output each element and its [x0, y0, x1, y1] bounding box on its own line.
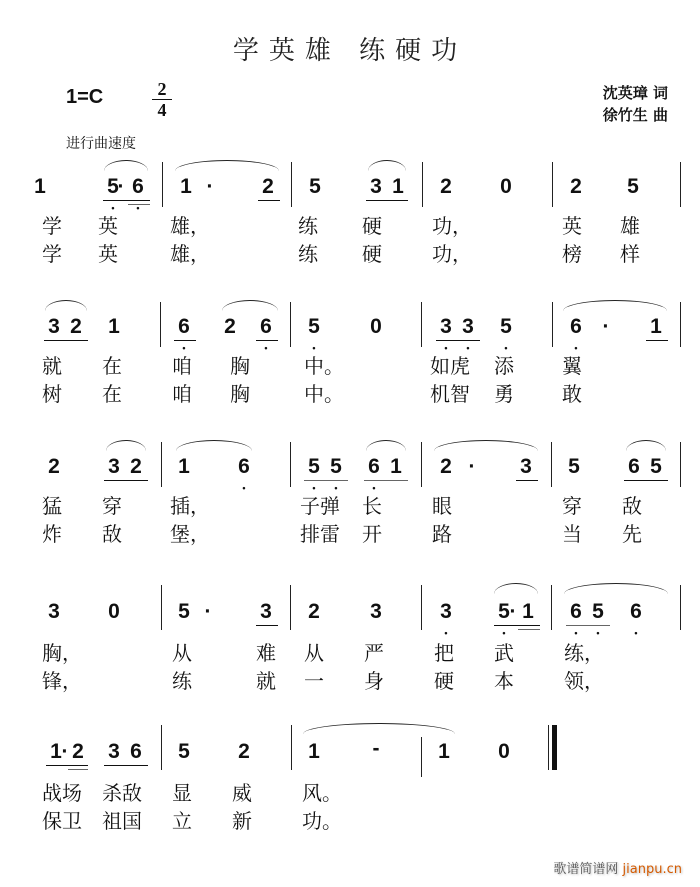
lyric: 英 [98, 242, 118, 266]
note: 6 • [626, 600, 646, 624]
key-signature: 1=C [66, 86, 104, 108]
slur [626, 440, 666, 451]
underline [44, 340, 88, 341]
lyric: 练 [298, 242, 318, 266]
lyric: 英 [98, 214, 118, 238]
song-title: 学英雄 练硬功 [232, 36, 468, 66]
underline [436, 340, 480, 341]
bar-line [680, 585, 681, 630]
note: 2 [440, 175, 452, 198]
note: 5 [178, 740, 190, 763]
note: 3 • [436, 600, 456, 624]
lyric: 当 [562, 522, 582, 546]
slur [176, 440, 252, 451]
slur [222, 300, 278, 311]
lyric: 胸， [42, 641, 82, 665]
lyric: 胸 [230, 354, 250, 378]
bar-line [421, 442, 422, 487]
lyric: 敌 [622, 494, 642, 518]
lyric: 雄， [170, 242, 210, 266]
note: 5 • [496, 315, 516, 339]
note: 5 [568, 455, 580, 478]
lyric: 插， [170, 494, 210, 518]
underline [128, 204, 150, 205]
note: 6 • [364, 455, 384, 479]
tie [175, 160, 279, 171]
note: 3 [108, 740, 120, 763]
lyric: 中。 [304, 382, 344, 406]
lyric: 榜 [562, 242, 582, 266]
lyric: 眼 [432, 494, 452, 518]
note: 6 • [174, 315, 194, 339]
lyric: 雄， [170, 214, 210, 238]
lyric: 排雷 [300, 522, 340, 546]
lyric: 胸 [230, 382, 250, 406]
note: 3 [520, 455, 532, 478]
note: 2 [262, 175, 274, 198]
lyric: 严 [364, 641, 384, 665]
score-row-3 [0, 430, 700, 570]
lyric: 风。 [302, 781, 342, 805]
note: 3 [48, 315, 60, 338]
underline [174, 340, 196, 341]
note: 1 [438, 740, 450, 763]
lyric: 就 [256, 669, 276, 693]
lyric: 练， [564, 641, 604, 665]
lyric: 中。 [304, 354, 344, 378]
lyric: 领， [564, 669, 604, 693]
underline [624, 480, 668, 481]
note: 3 [48, 600, 60, 623]
lyric: 先 [622, 522, 642, 546]
note: 1 [390, 455, 402, 478]
note: 3 • [436, 315, 456, 339]
lyric: 身 [364, 669, 384, 693]
lyric: 长 [362, 494, 382, 518]
slur [45, 300, 87, 311]
note-dot: · [509, 600, 517, 623]
bar-line [421, 737, 422, 777]
tempo-marking: 进行曲速度 [66, 136, 136, 152]
underline [258, 200, 280, 201]
note: 2 [238, 740, 250, 763]
lyric: 在 [102, 354, 122, 378]
note: 1 [650, 315, 662, 338]
note: 5 • [103, 175, 123, 199]
bar-line [290, 442, 291, 487]
note: 5 • [304, 455, 324, 479]
lyric: 本 [494, 669, 514, 693]
note: 3 [260, 600, 272, 623]
slur [368, 160, 406, 171]
note: 6 • [566, 315, 586, 339]
lyric: 保卫 [42, 809, 82, 833]
lyric: 练 [172, 669, 192, 693]
underline [364, 480, 408, 481]
bar-line [551, 442, 552, 487]
lyric: 功。 [302, 809, 342, 833]
lyric: 硬 [362, 214, 382, 238]
tie [303, 723, 455, 734]
lyric: 添 [494, 354, 514, 378]
lyric: 把 [434, 641, 454, 665]
lyric: 树 [42, 382, 62, 406]
bar-line [162, 162, 163, 207]
lyric: 敌 [102, 522, 122, 546]
lyric: 如虎 [430, 354, 470, 378]
lyric: 子弹 [300, 494, 340, 518]
composer: 徐竹生 曲 [602, 106, 668, 124]
note-dot: · [61, 740, 69, 763]
note: 1 [34, 175, 46, 198]
lyric: 杀敌 [102, 781, 142, 805]
underline [256, 625, 278, 626]
lyric: 咱 [172, 354, 192, 378]
note-dot: · [468, 455, 476, 478]
score-row-5 [0, 715, 700, 855]
lyric: 硬 [362, 242, 382, 266]
note: 2 [570, 175, 582, 198]
underline [494, 625, 540, 626]
bar-line [551, 585, 552, 630]
note: 2 [440, 455, 452, 478]
note: 2 [48, 455, 60, 478]
lyric: 战场 [42, 781, 82, 805]
tie [434, 440, 538, 451]
slur [366, 440, 406, 451]
note: 1 [522, 600, 534, 623]
lyric: 立 [172, 809, 192, 833]
note-dot: · [206, 175, 214, 198]
note: 5 [309, 175, 321, 198]
lyric: 从 [172, 641, 192, 665]
time-numerator: 2 [157, 79, 167, 99]
note: 6 • [234, 455, 254, 479]
note-dot: · [204, 600, 212, 623]
underline [104, 765, 148, 766]
credits [603, 82, 668, 126]
lyricist: 沈英璋 词 [602, 84, 668, 102]
underline [46, 765, 88, 766]
lyric: 翼 [562, 354, 582, 378]
note: 2 [224, 315, 236, 338]
bar-line [421, 585, 422, 630]
note: 6 [130, 740, 142, 763]
lyric: 新 [232, 809, 252, 833]
lyric: 英 [562, 214, 582, 238]
lyric: 学 [42, 242, 62, 266]
score-row-1 [0, 150, 700, 290]
slur [106, 440, 146, 451]
lyric: 在 [102, 382, 122, 406]
lyric: 穿 [562, 494, 582, 518]
bar-line [291, 725, 292, 770]
note: 2 [130, 455, 142, 478]
note-dash: - [372, 737, 380, 760]
underline [68, 769, 88, 770]
lyric: 从 [304, 641, 324, 665]
note: 2 [308, 600, 320, 623]
note: 3 [370, 175, 382, 198]
lyric: 练 [298, 214, 318, 238]
bar-line [291, 162, 292, 207]
lyric: 显 [172, 781, 192, 805]
note: 6 • [566, 600, 586, 624]
lyric: 难 [256, 641, 276, 665]
lyric: 功， [432, 214, 472, 238]
note: 6 • [256, 315, 276, 339]
underline [256, 340, 278, 341]
watermark [553, 858, 682, 877]
note: 3 [108, 455, 120, 478]
lyric: 猛 [42, 494, 62, 518]
note: 5 [178, 600, 190, 623]
note: 2 [72, 740, 84, 763]
lyric: 开 [362, 522, 382, 546]
lyric: 勇 [494, 382, 514, 406]
bar-line [421, 302, 422, 347]
underline [566, 625, 610, 626]
bar-line [161, 585, 162, 630]
lyric: 穿 [102, 494, 122, 518]
note: 3 • [458, 315, 478, 339]
watermark-site: jianpu.cn [622, 862, 682, 877]
lyric: 堡， [170, 522, 210, 546]
slur [494, 583, 538, 594]
note: 5 [650, 455, 662, 478]
note: 1 [308, 740, 320, 763]
note: 6 • [128, 175, 148, 199]
lyric: 祖国 [102, 809, 142, 833]
time-signature [152, 80, 172, 119]
bar-line [290, 302, 291, 347]
underline [366, 200, 408, 201]
note-dot: · [602, 315, 610, 338]
note: 1 [178, 455, 190, 478]
underline [304, 480, 348, 481]
lyric: 机智 [430, 382, 470, 406]
note: 5 • [304, 315, 324, 339]
bar-line [422, 162, 423, 207]
note: 0 [370, 315, 382, 338]
slur [104, 160, 148, 171]
lyric: 咱 [172, 382, 192, 406]
note-dot: · [117, 175, 125, 198]
note: 3 [370, 600, 382, 623]
lyric: 雄 [620, 214, 640, 238]
bar-line [161, 725, 162, 770]
lyric: 路 [432, 522, 452, 546]
lyric: 威 [232, 781, 252, 805]
note: 0 [498, 740, 510, 763]
note: 5 • [494, 600, 514, 624]
lyric: 武 [494, 641, 514, 665]
watermark-cn: 歌谱简谱网 [553, 862, 619, 877]
lyric: 就 [42, 354, 62, 378]
lyric: 炸 [42, 522, 62, 546]
time-denominator: 4 [157, 100, 167, 120]
bar-line [552, 162, 553, 207]
note: 6 [628, 455, 640, 478]
lyric: 敢 [562, 382, 582, 406]
bar-line [290, 585, 291, 630]
final-bar-thick [552, 725, 557, 770]
underline [646, 340, 668, 341]
lyric: 一 [304, 669, 324, 693]
note: 0 [108, 600, 120, 623]
bar-line [161, 442, 162, 487]
note: 1 [180, 175, 192, 198]
score-row-4 [0, 575, 700, 715]
note: 1 [392, 175, 404, 198]
lyric: 锋， [42, 669, 82, 693]
underline [516, 480, 538, 481]
bar-line [160, 302, 161, 347]
lyric: 功， [432, 242, 472, 266]
tie [564, 583, 668, 594]
note: 5 • [588, 600, 608, 624]
lyric: 样 [620, 242, 640, 266]
final-bar-thin [548, 725, 549, 770]
tie [563, 300, 667, 311]
lyric: 学 [42, 214, 62, 238]
underline [103, 200, 150, 201]
bar-line [552, 302, 553, 347]
lyric: 硬 [434, 669, 454, 693]
note: 5 • [326, 455, 346, 479]
note: 1 [108, 315, 120, 338]
note: 2 [70, 315, 82, 338]
bar-line [680, 302, 681, 347]
note: 5 [627, 175, 639, 198]
bar-line [680, 162, 681, 207]
score-row-2 [0, 290, 700, 430]
bar-line [680, 442, 681, 487]
underline [518, 629, 540, 630]
note: 1 [50, 740, 62, 763]
note: 0 [500, 175, 512, 198]
underline [104, 480, 148, 481]
